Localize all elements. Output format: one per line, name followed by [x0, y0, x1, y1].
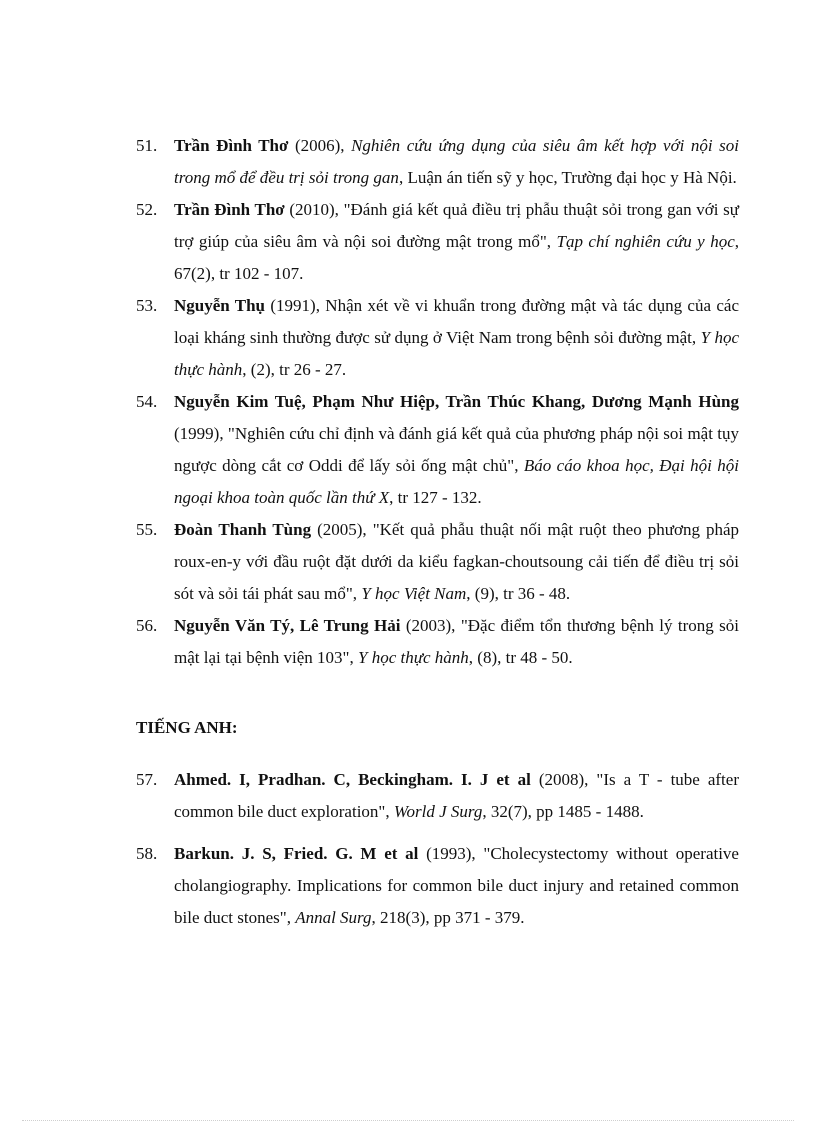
reference-number: 58. [136, 844, 158, 863]
reference-details: , (9), tr 36 - 48. [466, 584, 571, 603]
reference-details: , (8), tr 48 - 50. [468, 648, 573, 667]
reference-text [174, 130, 739, 194]
section-heading: TIẾNG ANH: [136, 718, 238, 737]
reference-number: 51. [136, 136, 158, 155]
reference-title: "Is a T - tube after common bile duct exploration", [174, 770, 739, 821]
reference-authors: Đoàn Thanh Tùng [174, 520, 312, 539]
reference-text [174, 610, 739, 674]
reference-details: , 218(3), pp 371 - 379. [371, 908, 525, 927]
reference-text [174, 386, 739, 514]
reference-text [174, 514, 739, 610]
reference-details: , Luận án tiến sỹ y học, Trường đại học y Hà Nội. [398, 168, 737, 187]
reference-text [174, 764, 739, 828]
reference-authors: Barkun. J. S, Fried. G. M et al [174, 844, 419, 863]
reference-details: , 67(2), tr 102 - 107. [174, 232, 739, 283]
reference-year: (2008), [530, 770, 597, 789]
reference-authors: Trần Đình Thơ [174, 136, 289, 155]
reference-number: 53. [136, 296, 158, 315]
reference-year: (1993), [418, 844, 484, 863]
reference-source: World J Surg [393, 802, 483, 821]
reference-source: Annal Surg [295, 908, 372, 927]
reference-details: , 32(7), pp 1485 - 1488. [482, 802, 644, 821]
reference-title: "Kết quả phẫu thuật nối mật ruột theo phương pháp roux-en-y với đầu ruột đặt dưới da kiểu fagkan-choutsoung cải tiến để điều trị sỏi sót và sỏi tái phát sau mổ", [174, 520, 739, 603]
reference-item [136, 610, 739, 674]
page-bottom-divider [22, 1120, 794, 1121]
reference-source: Nghiên cứu ứng dụng của siêu âm kết hợp với nội soi trong mổ để đều trị sỏi trong gan [174, 136, 739, 187]
reference-title: "Nghiên cứu chỉ định và đánh giá kết quả của phương pháp nội soi mật tụy ngược dòng cắt cơ Oddi để lấy sỏi ống mật chủ", [174, 424, 740, 475]
reference-item [136, 386, 739, 514]
reference-year: (2006), [288, 136, 352, 155]
reference-title: Nhận xét về vi khuẩn trong đường mật và tác dụng của các loại kháng sinh thường được sử dụng ở Việt Nam trong bệnh sỏi đường mật, [174, 296, 739, 347]
reference-number: 52. [136, 200, 158, 219]
reference-title: "Đặc điểm tổn thương bệnh lý trong sỏi mật lại tại bệnh viện 103", [174, 616, 739, 667]
reference-year: (1991), [265, 296, 326, 315]
reference-year: (2005), [311, 520, 373, 539]
reference-item [136, 764, 739, 828]
reference-number: 54. [136, 392, 158, 411]
reference-year: (2010), [284, 200, 344, 219]
reference-authors: Nguyễn Kim Tuệ, Phạm Như Hiệp, Trần Thúc Khang, Dương Mạnh Hùng [174, 392, 739, 411]
reference-number: 57. [136, 770, 158, 789]
reference-source: Tạp chí nghiên cứu y học [556, 232, 735, 251]
reference-source: Y học thực hành [357, 648, 469, 667]
reference-source: Y học thực hành [174, 328, 739, 379]
reference-source: Báo cáo khoa học, Đại hội hội ngoại khoa toàn quốc lần thứ X [174, 456, 740, 507]
reference-title: "Đánh giá kết quả điều trị phẫu thuật sỏi trong gan với sự trợ giúp của siêu âm và nội soi đường mật trong mổ", [174, 200, 740, 251]
reference-details: , tr 127 - 132. [389, 488, 482, 507]
reference-text [174, 290, 739, 386]
reference-number: 56. [136, 616, 158, 635]
reference-item [136, 290, 739, 386]
reference-authors: Trần Đình Thơ [174, 200, 285, 219]
reference-text [174, 838, 739, 934]
reference-title: "Cholecystectomy without operative cholangiography. Implications for common bile duct injury and retained common bile duct stones", [174, 844, 739, 927]
reference-item [136, 514, 739, 610]
reference-authors: Nguyễn Thụ [174, 296, 266, 315]
reference-item [136, 130, 739, 194]
reference-authors: Ahmed. I, Pradhan. C, Beckingham. I. J et al [174, 770, 531, 789]
reference-list [136, 130, 739, 944]
reference-text [174, 194, 739, 290]
reference-item [136, 838, 739, 934]
reference-year: (2003), [400, 616, 461, 635]
reference-source: Y học Việt Nam [361, 584, 467, 603]
reference-authors: Nguyễn Văn Tý, Lê Trung Hải [174, 616, 401, 635]
reference-number: 55. [136, 520, 158, 539]
reference-year: (1999), [174, 424, 228, 443]
reference-details: , (2), tr 26 - 27. [242, 360, 347, 379]
reference-item [136, 194, 739, 290]
